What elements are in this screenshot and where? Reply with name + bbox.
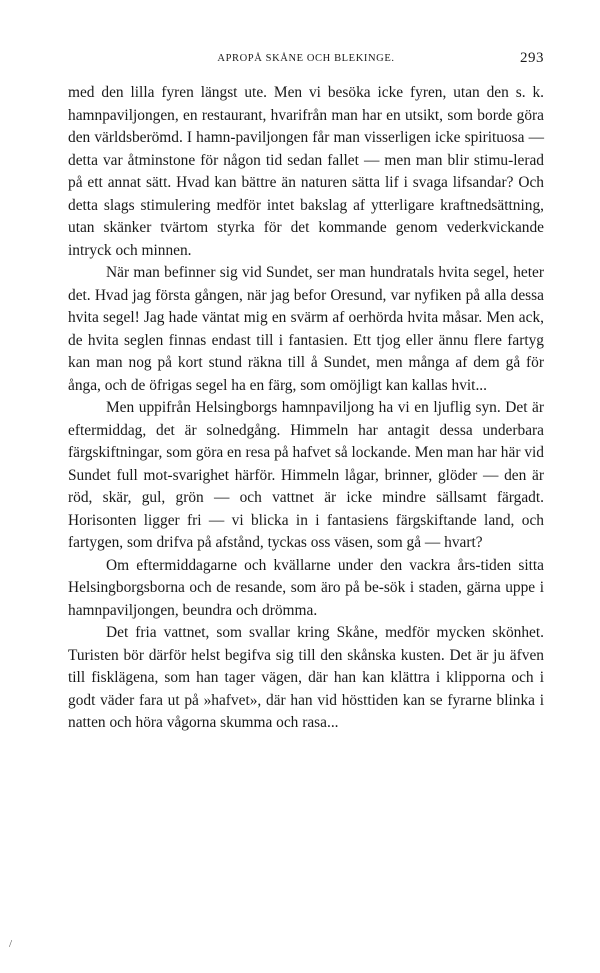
paragraph: Om eftermiddagarne och kvällarne under den vackra års-tiden sitta Helsingborgsborna och de resande, som äro på be-sök i staden, gärna uppe i hamnpaviljongen, beundra och drömma. (68, 556, 544, 619)
body-text (68, 82, 544, 735)
running-title: APROPÅ SKÅNE OCH BLEKINGE. (217, 53, 395, 64)
margin-mark: / (9, 938, 13, 950)
paragraph: Det fria vattnet, som svallar kring Skåne, medför mycken skönhet. Turisten bör därför helst begifva sig till den skånska kusten. Det är ju äfven till fisklägena, som han tager vägen, där han kan klättra i klipporna och i godt väder fara ut på »hafvet», där han vid hösttiden kan se fyrarne blinka i natten och höra vågorna skumma och rasa... (68, 624, 544, 731)
page-number: 293 (520, 50, 544, 66)
paragraph: Men uppifrån Helsingborgs hamnpaviljong ha vi en ljuflig syn. Det är eftermiddag, det är solnedgång. Himmeln har antagit dessa underbara färgskiftningar, som göra en resa på hafvet så lockande. Men man har här vid Sundet full mot-svarighet härför. Himmeln lågar, brinner, glöder — den är röd, skär, gul, grön — och vattnet är icke mindre sällsamt färgadt. Horisonten ligger fri — vi blicka in i fantasiens färgskiftande land, och fartygen, som drifva på afstånd, tyckas oss väsen, som gå — hvart? (68, 399, 544, 551)
running-head (68, 50, 544, 70)
paragraph: När man befinner sig vid Sundet, ser man hundratals hvita segel, heter det. Hvad jag första gången, när jag befor Oresund, var nyfiken på alla dessa hvita segel! Jag hade väntat mig en svärm af oerhörda hvita måsar. Men ack, de hvita seglen finnas endast till i fantasien. Ett tjog eller ännu flere fartyg kan man nog på kort stund räkna till å Sundet, men många af dem gå för ånga, och de öfrigas segel ha en färg, som omöjligt kan kallas hvit... (68, 264, 544, 394)
paragraph-continued: med den lilla fyren längst ute. Men vi besöka icke fyren, utan den s. k. hamnpaviljongen, en restaurant, hvarifrån man har en utsikt, som borde göra den världsberömd. I hamn-paviljongen får man visserligen icke spirituosa — detta var åtminstone för någon tid sedan fallet — men man blir stimu-lerad på ett annat sätt. Hvad kan bättre än naturen sätta lif i svaga lifsandar? Och detta slags stimulering medför intet bakslag af ytterligare kraftnedsättning, utan skänker tvärtom styrka för det kommande genom vederkvickande intryck och minnen. (68, 84, 544, 259)
